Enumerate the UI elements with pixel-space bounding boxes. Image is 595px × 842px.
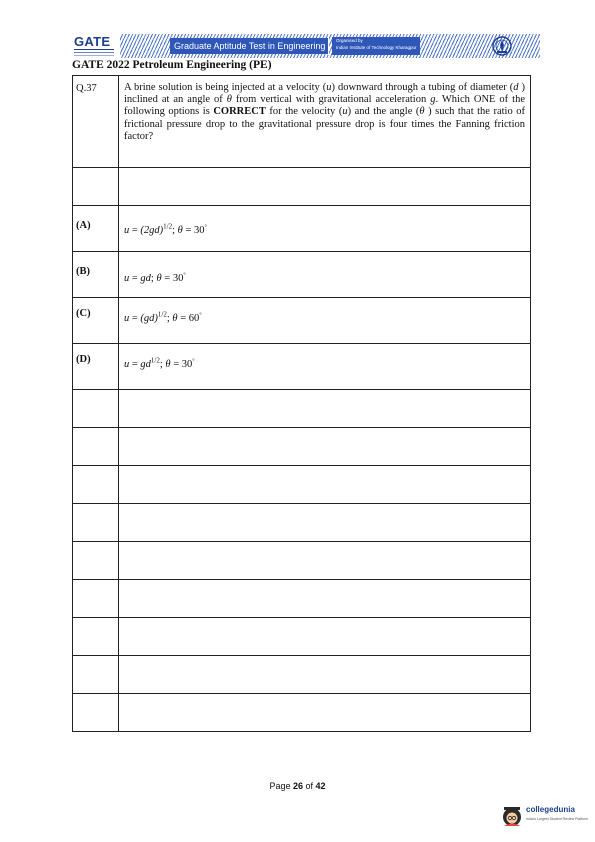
- formula-theta: θ: [156, 272, 162, 284]
- option-label: (D): [73, 344, 119, 390]
- formula-lhs: u: [124, 312, 130, 324]
- option-row-b: [73, 252, 531, 298]
- option-label: (B): [73, 252, 119, 298]
- stem-var: θ: [226, 94, 232, 106]
- option-content: [119, 206, 531, 252]
- option-label: (A): [73, 206, 119, 252]
- option-formula: [124, 273, 186, 284]
- formula-sep: ;: [150, 272, 157, 284]
- stem-var: g: [430, 94, 436, 106]
- stem-text: ) inclined at an angle of: [124, 82, 525, 106]
- question-stem-cell: [119, 76, 531, 168]
- degree-sign: °: [204, 224, 207, 230]
- option-formula: [124, 356, 195, 370]
- option-content: [119, 298, 531, 344]
- option-row-d: [73, 344, 531, 390]
- stem-text: ) and the angle (: [347, 106, 420, 118]
- blank-row: [73, 580, 531, 618]
- formula-eq: =: [129, 312, 141, 324]
- question-stem: [124, 82, 525, 143]
- formula-exponent: 1/2: [157, 310, 167, 318]
- formula-eq: =: [170, 358, 182, 370]
- formula-angle: 30: [172, 272, 184, 284]
- formula-angle: 30: [181, 358, 193, 370]
- organiser-line-2: Indian Institute of Technology Kharagpur: [336, 45, 417, 50]
- formula-eq: =: [182, 224, 195, 236]
- blank-row: [73, 542, 531, 580]
- formula-base: (2gd): [140, 224, 164, 236]
- stem-text: A brine solution is being injected at a velocity (: [124, 82, 327, 93]
- logo-rule: [74, 49, 114, 50]
- formula-base: gd: [140, 358, 151, 370]
- gate-logo-text: GATE: [74, 34, 111, 49]
- formula-base: (gd): [140, 312, 158, 324]
- option-formula: [124, 222, 207, 236]
- banner-title: Graduate Aptitude Test in Engineering: [170, 38, 329, 54]
- formula-exponent: 1/2: [163, 222, 173, 230]
- blank-row: [73, 390, 531, 428]
- option-content: [119, 252, 531, 298]
- blank-row: [73, 168, 531, 206]
- formula-theta: θ: [177, 224, 183, 236]
- stem-text: for the velocity (: [265, 106, 343, 118]
- paper-title: GATE 2022 Petroleum Engineering (PE): [72, 59, 272, 71]
- question-number: Q.37: [73, 76, 119, 168]
- formula-sep: ;: [159, 358, 166, 370]
- stem-var: u: [342, 106, 348, 118]
- banner-divider: [328, 37, 329, 55]
- formula-sep: ;: [172, 224, 178, 236]
- degree-sign: °: [192, 358, 195, 364]
- stem-var: u: [326, 82, 332, 93]
- stem-emphasis: CORRECT: [213, 106, 266, 118]
- logo-rule: [74, 55, 114, 56]
- formula-eq: =: [161, 272, 173, 284]
- brand-name: collegedunia: [526, 805, 575, 814]
- page-total: 42: [315, 781, 326, 791]
- degree-sign: °: [183, 272, 186, 278]
- option-label: (C): [73, 298, 119, 344]
- formula-base: gd: [140, 272, 151, 284]
- stem-var: θ: [419, 106, 425, 118]
- blank-row: [73, 618, 531, 656]
- formula-sep: ;: [166, 312, 173, 324]
- formula-lhs: u: [124, 272, 130, 284]
- degree-sign: °: [199, 312, 202, 318]
- blank-row: [73, 466, 531, 504]
- organiser-line-1: Organised by: [336, 38, 363, 43]
- brand-tagline: India's Largest Student Review Platform: [526, 817, 589, 821]
- page-number: [0, 781, 595, 791]
- formula-theta: θ: [165, 358, 171, 370]
- formula-lhs: u: [124, 224, 130, 236]
- formula-angle: 60: [188, 312, 200, 324]
- formula-eq: =: [129, 358, 141, 370]
- formula-eq: =: [129, 272, 141, 284]
- formula-eq: =: [129, 224, 141, 236]
- gate-logo: [70, 34, 118, 58]
- header-banner: [70, 34, 531, 58]
- page-current: 26: [292, 781, 303, 791]
- option-formula: [124, 310, 202, 324]
- blank-row: [73, 504, 531, 542]
- organiser-text: [332, 37, 420, 55]
- blank-row: [73, 656, 531, 694]
- stem-text: . Which ONE of the following options is: [124, 94, 525, 118]
- formula-lhs: u: [124, 358, 130, 370]
- blank-row: [73, 428, 531, 466]
- stem-text: ) downward through a tubing of diameter (: [331, 82, 514, 93]
- stem-text: ) such that the ratio of frictional pressure drop to the gravitational pressure drop is four times the Fanning friction factor?: [124, 106, 525, 142]
- formula-angle: 30: [194, 224, 205, 236]
- formula-eq: =: [177, 312, 189, 324]
- stem-text: from vertical with gravitational acceleration: [231, 94, 431, 106]
- page-mid: of: [303, 781, 316, 791]
- blank-row: [73, 694, 531, 732]
- question-table: [72, 75, 531, 732]
- question-row: [73, 76, 531, 168]
- iit-kharagpur-emblem-icon: [492, 36, 512, 56]
- stem-var: d: [513, 82, 519, 93]
- option-content: [119, 344, 531, 390]
- formula-theta: θ: [172, 312, 178, 324]
- page-prefix: Page: [269, 781, 293, 791]
- option-row-a: [73, 206, 531, 252]
- option-row-c: [73, 298, 531, 344]
- formula-exponent: 1/2: [150, 356, 160, 364]
- logo-rule: [74, 52, 114, 53]
